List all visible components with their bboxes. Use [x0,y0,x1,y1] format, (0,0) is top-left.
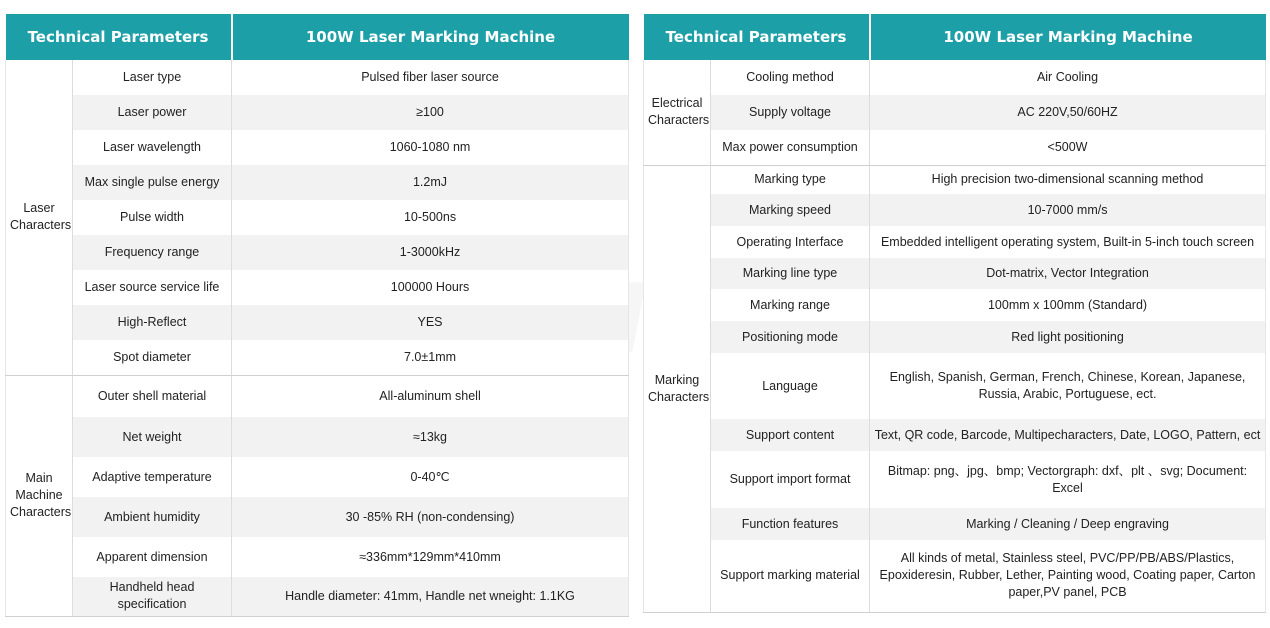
row-value: YES [232,305,629,340]
table-row [6,375,629,417]
row-label: Handheld head specification [73,577,232,616]
table-row [6,417,629,457]
row-value: 10-7000 mm/s [870,194,1266,226]
row-value: ≈336mm*129mm*410mm [232,537,629,577]
row-value: All-aluminum shell [232,375,629,417]
category-cell: Electrical Characters [644,60,711,165]
row-value: 7.0±1mm [232,340,629,375]
row-label: Marking range [711,289,870,321]
table-row [644,258,1266,289]
row-value: 10-500ns [232,200,629,235]
row-value: 1.2mJ [232,165,629,200]
table-row [6,537,629,577]
row-label: Max power consumption [711,130,870,165]
row-value: Embedded intelligent operating system, Built-in 5-inch touch screen [870,226,1266,258]
table-row [644,130,1266,165]
row-value: ≈13kg [232,417,629,457]
row-value: 100mm x 100mm (Standard) [870,289,1266,321]
row-value: AC 220V,50/60HZ [870,95,1266,130]
row-label: Marking type [711,165,870,194]
row-value: English, Spanish, German, French, Chinese, Korean, Japanese, Russia, Arabic, Portuguese, ect. [870,353,1266,419]
row-value: Dot-matrix, Vector Integration [870,258,1266,289]
row-label: Supply voltage [711,95,870,130]
category-cell: Main Machine Characters [6,375,73,616]
table-row [6,165,629,200]
header-machine-model: 100W Laser Marking Machine [870,14,1266,60]
table-row [644,194,1266,226]
left-spec-table [5,14,629,617]
table-row [6,235,629,270]
row-label: Function features [711,508,870,540]
table-row [644,165,1266,194]
row-label: Pulse width [73,200,232,235]
row-label: Marking speed [711,194,870,226]
table-row [644,289,1266,321]
row-label: Laser wavelength [73,130,232,165]
row-value: 1-3000kHz [232,235,629,270]
table-row [6,457,629,497]
row-value: 30 -85% RH (non-condensing) [232,497,629,537]
row-label: Adaptive temperature [73,457,232,497]
row-label: Language [711,353,870,419]
row-value: Red light positioning [870,321,1266,353]
row-value: ≥100 [232,95,629,130]
table-row [6,270,629,305]
table-row [644,226,1266,258]
table-row [6,305,629,340]
row-label: Support content [711,419,870,451]
row-label: Operating Interface [711,226,870,258]
row-label: Frequency range [73,235,232,270]
table-row [644,540,1266,612]
category-cell: Marking Characters [644,165,711,612]
table-row [6,577,629,616]
table-row [644,60,1266,95]
row-label: Net weight [73,417,232,457]
table-row [6,130,629,165]
header-technical-parameters: Technical Parameters [644,14,870,60]
row-value: Pulsed fiber laser source [232,60,629,95]
table-row [6,200,629,235]
row-label: Support marking material [711,540,870,612]
table-row [644,451,1266,508]
row-label: Support import format [711,451,870,508]
row-label: Laser source service life [73,270,232,305]
table-header [6,14,629,60]
row-value: Air Cooling [870,60,1266,95]
table-row [644,353,1266,419]
row-label: Ambient humidity [73,497,232,537]
row-label: Spot diameter [73,340,232,375]
right-spec-table [643,14,1266,613]
row-label: Positioning mode [711,321,870,353]
row-value: Bitmap: png、jpg、bmp; Vectorgraph: dxf、plt 、svg; Document: Excel [870,451,1266,508]
row-label: Marking line type [711,258,870,289]
row-label: Laser type [73,60,232,95]
table-row [644,508,1266,540]
table-row [644,419,1266,451]
table-row [644,95,1266,130]
row-value: 100000 Hours [232,270,629,305]
header-machine-model: 100W Laser Marking Machine [232,14,629,60]
row-value: Handle diameter: 41mm, Handle net wneight: 1.1KG [232,577,629,616]
table-row [644,321,1266,353]
row-value: All kinds of metal, Stainless steel, PVC/PP/PB/ABS/Plastics, Epoxideresin, Rubber, Lether, Painting wood, Coating paper, Carton paper,PV panel, PCB [870,540,1266,612]
category-cell: Laser Characters [6,60,73,375]
table-row [6,497,629,537]
table-header [644,14,1266,60]
row-value: 0-40℃ [232,457,629,497]
row-value: Text, QR code, Barcode, Multipecharacters, Date, LOGO, Pattern, ect [870,419,1266,451]
row-label: Apparent dimension [73,537,232,577]
table-row [6,340,629,375]
row-label: Laser power [73,95,232,130]
row-label: Max single pulse energy [73,165,232,200]
row-value: High precision two-dimensional scanning method [870,165,1266,194]
table-row [6,60,629,95]
row-label: Cooling method [711,60,870,95]
row-value: Marking / Cleaning / Deep engraving [870,508,1266,540]
row-value: <500W [870,130,1266,165]
row-label: High-Reflect [73,305,232,340]
row-value: 1060-1080 nm [232,130,629,165]
table-row [6,95,629,130]
header-technical-parameters: Technical Parameters [6,14,232,60]
row-label: Outer shell material [73,375,232,417]
